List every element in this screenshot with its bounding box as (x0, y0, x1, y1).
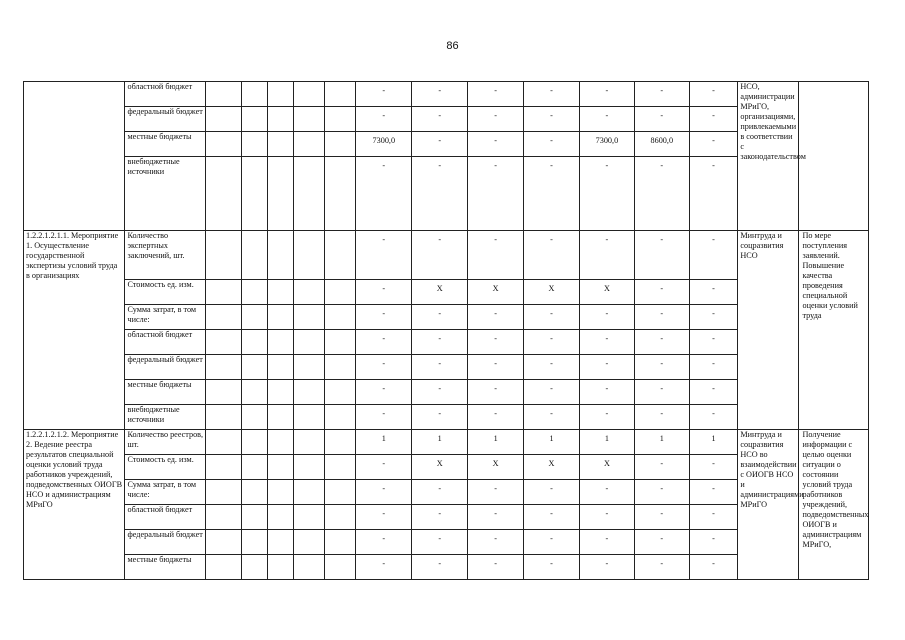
value-cell: - (356, 455, 412, 480)
value-cell: - (524, 231, 580, 280)
empty-cell (294, 132, 325, 157)
value-cell: - (634, 355, 689, 380)
value-cell: - (468, 132, 524, 157)
indicator-label: областной бюджет (125, 505, 206, 530)
empty-cell (268, 430, 294, 455)
value-cell: - (468, 505, 524, 530)
empty-cell (242, 405, 268, 430)
empty-cell (294, 505, 325, 530)
value-cell: - (634, 530, 689, 555)
value-cell: - (468, 480, 524, 505)
indicator-label: Сумма затрат, в том числе: (125, 480, 206, 505)
empty-cell (206, 380, 242, 405)
value-cell: - (579, 480, 634, 505)
value-cell: - (634, 480, 689, 505)
value-cell: - (412, 380, 468, 405)
empty-cell (325, 530, 356, 555)
value-cell: - (356, 280, 412, 305)
empty-cell (242, 132, 268, 157)
value-cell: - (579, 555, 634, 580)
value-cell: - (356, 505, 412, 530)
empty-cell (268, 305, 294, 330)
value-cell: - (468, 405, 524, 430)
value-cell: - (356, 380, 412, 405)
value-cell: - (356, 157, 412, 231)
empty-cell (294, 355, 325, 380)
indicator-label: внебюджетные источники (125, 405, 206, 430)
value-cell: - (412, 555, 468, 580)
empty-cell (325, 380, 356, 405)
value-cell: - (689, 405, 738, 430)
empty-cell (268, 231, 294, 280)
measure-name-cell: 1.2.2.1.2.1.1. Мероприятие 1. Осуществление государственной экспертизы условий труда в организациях (24, 231, 125, 430)
value-cell: - (689, 107, 738, 132)
value-cell: - (412, 82, 468, 107)
value-cell: - (689, 505, 738, 530)
value-cell: - (634, 555, 689, 580)
value-cell: - (634, 305, 689, 330)
value-cell: - (689, 555, 738, 580)
measure-name-cell: 1.2.2.1.2.1.2. Мероприятие 2. Ведение реестра результатов специальной оценки условий труда работников учреждений, подведомственных ОИОГВ НСО и администрациям МРиГО (24, 430, 125, 580)
empty-cell (325, 280, 356, 305)
value-cell: - (689, 530, 738, 555)
value-cell: - (634, 280, 689, 305)
empty-cell (268, 82, 294, 107)
empty-cell (242, 530, 268, 555)
value-cell: - (356, 107, 412, 132)
value-cell: - (356, 355, 412, 380)
value-cell: - (524, 82, 580, 107)
result-cell: Получение информации с целью оценки ситуации о состоянии условий труда работников учреждений, подведомственных ОИОГВ и администрациям МРиГО, (799, 430, 869, 580)
empty-cell (294, 330, 325, 355)
value-cell: - (689, 82, 738, 107)
empty-cell (325, 480, 356, 505)
value-cell: - (412, 505, 468, 530)
value-cell: - (356, 530, 412, 555)
indicator-label: Количество реестров, шт. (125, 430, 206, 455)
value-cell: - (689, 480, 738, 505)
measure-name-cell (24, 82, 125, 231)
empty-cell (294, 455, 325, 480)
empty-cell (325, 82, 356, 107)
result-cell (799, 82, 869, 231)
empty-cell (294, 480, 325, 505)
value-cell: - (356, 405, 412, 430)
value-cell: - (468, 330, 524, 355)
indicator-label: местные бюджеты (125, 380, 206, 405)
value-cell: - (468, 107, 524, 132)
empty-cell (206, 280, 242, 305)
value-cell: - (356, 330, 412, 355)
empty-cell (325, 555, 356, 580)
empty-cell (325, 505, 356, 530)
value-cell: - (579, 157, 634, 231)
empty-cell (206, 405, 242, 430)
empty-cell (206, 480, 242, 505)
empty-cell (268, 280, 294, 305)
value-cell: - (524, 107, 580, 132)
value-cell: X (412, 455, 468, 480)
value-cell: - (412, 107, 468, 132)
value-cell: - (356, 555, 412, 580)
value-cell: X (468, 455, 524, 480)
value-cell: - (579, 380, 634, 405)
executor-cell: НСО, администрации МРиГО, организациями, привлекаемыми в соответствии с законодательством (738, 82, 799, 231)
empty-cell (294, 530, 325, 555)
empty-cell (242, 330, 268, 355)
value-cell: - (412, 405, 468, 430)
indicator-label: внебюджетные источники (125, 157, 206, 231)
empty-cell (206, 107, 242, 132)
value-cell: X (468, 280, 524, 305)
value-cell: - (468, 555, 524, 580)
value-cell: - (524, 530, 580, 555)
value-cell: - (689, 355, 738, 380)
value-cell: 1 (356, 430, 412, 455)
empty-cell (206, 157, 242, 231)
empty-cell (242, 107, 268, 132)
value-cell: - (412, 132, 468, 157)
value-cell: - (524, 305, 580, 330)
value-cell: - (524, 480, 580, 505)
empty-cell (206, 505, 242, 530)
empty-cell (206, 555, 242, 580)
value-cell: - (468, 355, 524, 380)
value-cell: - (634, 455, 689, 480)
empty-cell (268, 107, 294, 132)
empty-cell (268, 455, 294, 480)
value-cell: - (524, 330, 580, 355)
executor-cell: Минтруда и соцразвития НСО (738, 231, 799, 430)
empty-cell (325, 430, 356, 455)
indicator-label: Сумма затрат, в том числе: (125, 305, 206, 330)
empty-cell (242, 231, 268, 280)
value-cell: - (356, 480, 412, 505)
value-cell: 1 (634, 430, 689, 455)
value-cell: - (689, 231, 738, 280)
program-table (23, 81, 869, 580)
value-cell: - (634, 505, 689, 530)
empty-cell (268, 157, 294, 231)
value-cell: - (412, 305, 468, 330)
value-cell: - (689, 132, 738, 157)
empty-cell (206, 355, 242, 380)
empty-cell (294, 231, 325, 280)
result-cell: По мере поступления заявлений. Повышение качества проведения специальной оценки условий труда (799, 231, 869, 430)
empty-cell (206, 455, 242, 480)
empty-cell (206, 132, 242, 157)
value-cell: - (634, 380, 689, 405)
empty-cell (206, 330, 242, 355)
page-number: 86 (446, 40, 459, 52)
value-cell: - (356, 305, 412, 330)
table-row (24, 82, 869, 107)
value-cell: - (524, 555, 580, 580)
value-cell: X (412, 280, 468, 305)
empty-cell (294, 82, 325, 107)
value-cell: - (579, 330, 634, 355)
empty-cell (294, 405, 325, 430)
value-cell: X (579, 455, 634, 480)
value-cell: - (689, 330, 738, 355)
empty-cell (325, 305, 356, 330)
value-cell: 7300,0 (579, 132, 634, 157)
value-cell: - (579, 231, 634, 280)
empty-cell (268, 555, 294, 580)
value-cell: - (634, 405, 689, 430)
value-cell: 7300,0 (356, 132, 412, 157)
value-cell: - (468, 305, 524, 330)
value-cell: - (468, 82, 524, 107)
indicator-label: федеральный бюджет (125, 530, 206, 555)
empty-cell (325, 405, 356, 430)
value-cell: 8600,0 (634, 132, 689, 157)
indicator-label: Стоимость ед. изм. (125, 455, 206, 480)
empty-cell (268, 405, 294, 430)
empty-cell (268, 480, 294, 505)
value-cell: 1 (468, 430, 524, 455)
indicator-label: федеральный бюджет (125, 107, 206, 132)
value-cell: - (412, 480, 468, 505)
empty-cell (268, 505, 294, 530)
empty-cell (325, 107, 356, 132)
empty-cell (206, 530, 242, 555)
value-cell: X (524, 455, 580, 480)
value-cell: - (579, 107, 634, 132)
indicator-label: местные бюджеты (125, 555, 206, 580)
empty-cell (294, 430, 325, 455)
empty-cell (242, 505, 268, 530)
value-cell: - (524, 132, 580, 157)
value-cell: X (579, 280, 634, 305)
empty-cell (242, 480, 268, 505)
value-cell: - (524, 380, 580, 405)
value-cell: 1 (412, 430, 468, 455)
empty-cell (268, 355, 294, 380)
value-cell: - (689, 157, 738, 231)
empty-cell (294, 107, 325, 132)
value-cell: - (634, 107, 689, 132)
value-cell: - (412, 157, 468, 231)
value-cell: - (524, 505, 580, 530)
empty-cell (325, 157, 356, 231)
empty-cell (242, 380, 268, 405)
value-cell: - (468, 231, 524, 280)
value-cell: - (468, 157, 524, 231)
value-cell: - (634, 82, 689, 107)
value-cell: - (524, 355, 580, 380)
value-cell: 1 (579, 430, 634, 455)
value-cell: - (524, 405, 580, 430)
value-cell: - (689, 280, 738, 305)
value-cell: - (689, 455, 738, 480)
value-cell: - (689, 380, 738, 405)
empty-cell (325, 132, 356, 157)
indicator-label: местные бюджеты (125, 132, 206, 157)
executor-cell: Минтруда и соцразвития НСО во взаимодействии с ОИОГВ НСО и администрациями МРиГО (738, 430, 799, 580)
empty-cell (206, 231, 242, 280)
empty-cell (325, 231, 356, 280)
value-cell: - (412, 355, 468, 380)
empty-cell (206, 305, 242, 330)
value-cell: 1 (524, 430, 580, 455)
empty-cell (268, 330, 294, 355)
empty-cell (242, 455, 268, 480)
empty-cell (242, 305, 268, 330)
empty-cell (242, 280, 268, 305)
empty-cell (242, 555, 268, 580)
empty-cell (294, 380, 325, 405)
value-cell: - (579, 305, 634, 330)
indicator-label: Стоимость ед. изм. (125, 280, 206, 305)
empty-cell (294, 280, 325, 305)
empty-cell (325, 455, 356, 480)
value-cell: - (356, 231, 412, 280)
value-cell: - (689, 305, 738, 330)
value-cell: - (412, 330, 468, 355)
empty-cell (325, 330, 356, 355)
value-cell: - (579, 355, 634, 380)
value-cell: - (634, 157, 689, 231)
empty-cell (268, 530, 294, 555)
value-cell: 1 (689, 430, 738, 455)
value-cell: - (412, 530, 468, 555)
value-cell: - (579, 530, 634, 555)
table-row (24, 430, 869, 455)
value-cell: - (412, 231, 468, 280)
empty-cell (294, 305, 325, 330)
indicator-label: Количество экспертных заключений, шт. (125, 231, 206, 280)
indicator-label: федеральный бюджет (125, 355, 206, 380)
empty-cell (268, 132, 294, 157)
table-row (24, 231, 869, 280)
empty-cell (294, 555, 325, 580)
indicator-label: областной бюджет (125, 82, 206, 107)
empty-cell (242, 82, 268, 107)
value-cell: - (579, 505, 634, 530)
empty-cell (206, 82, 242, 107)
empty-cell (242, 355, 268, 380)
empty-cell (242, 157, 268, 231)
value-cell: - (356, 82, 412, 107)
value-cell: - (634, 231, 689, 280)
indicator-label: областной бюджет (125, 330, 206, 355)
value-cell: - (468, 380, 524, 405)
value-cell: - (579, 405, 634, 430)
value-cell: - (524, 157, 580, 231)
value-cell: - (468, 530, 524, 555)
empty-cell (268, 380, 294, 405)
empty-cell (325, 355, 356, 380)
empty-cell (294, 157, 325, 231)
empty-cell (242, 430, 268, 455)
empty-cell (206, 430, 242, 455)
value-cell: X (524, 280, 580, 305)
value-cell: - (579, 82, 634, 107)
value-cell: - (634, 330, 689, 355)
